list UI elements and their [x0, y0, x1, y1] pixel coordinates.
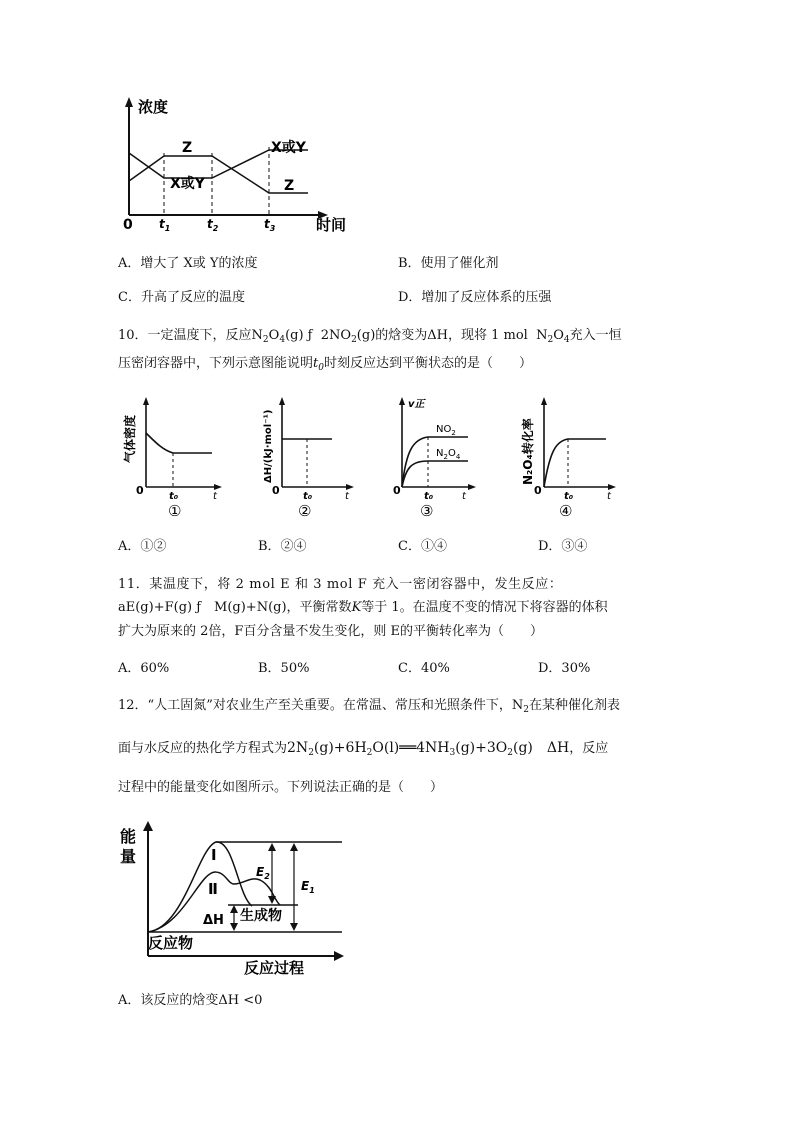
- y-axis-label: 浓度: [138, 98, 169, 116]
- q10-prefix: 10．一定温度下，反应: [118, 328, 252, 343]
- e1-sub: 1: [309, 886, 315, 895]
- p4-t: t: [607, 491, 611, 502]
- p2-ylabel: ΔH/(kJ·mol⁻¹): [263, 409, 274, 483]
- p1-t0: t₀: [169, 491, 179, 502]
- p3-n2o4-s2: 4: [455, 453, 461, 461]
- z-label-right: Z: [284, 178, 295, 194]
- q12-energy-profile-graph: [116, 820, 351, 980]
- xy-label-right: X或Y: [271, 140, 306, 156]
- p3-origin: 0: [393, 484, 401, 497]
- q11-equation: aE(g)+F(g) ƒ M(g)+N(g): [118, 600, 287, 615]
- q9-option-d: D．增加了反应体系的压强: [398, 290, 552, 305]
- t1-label: t: [159, 217, 165, 231]
- q10-option-c: C．①④: [398, 539, 447, 554]
- p4-number: ④: [559, 502, 573, 520]
- p2-t: t: [345, 491, 349, 502]
- q11-stem-line1: 11．某温度下，将 2 mol E 和 3 mol F 充入一密闭容器中，发生反应：: [118, 577, 563, 592]
- q11-line2-a: ，平衡常数: [286, 600, 352, 615]
- x-axis-label: 反应过程: [244, 959, 305, 977]
- p3-n2o4-o: O: [447, 448, 456, 459]
- q11-line2-b: 等于 1。在温度不变的情况下将容器的体积: [361, 600, 608, 615]
- q12-line1-b: 在某种催化剂表: [528, 698, 620, 713]
- p2-origin: 0: [272, 484, 280, 497]
- svg-text:NO2: [436, 424, 456, 437]
- q12-line1-a: 12．“人工固氮”对农业生产至关重要。在常温、常压和光照条件下，: [118, 698, 512, 713]
- svg-text:t1: [159, 217, 170, 233]
- p1-origin: 0: [136, 484, 144, 497]
- p2-t0: t₀: [303, 491, 313, 502]
- svg-text:N2O4: [436, 448, 461, 461]
- q12-line2-a: 面与水反应的热化学方程式为: [118, 741, 288, 756]
- q9-option-c: C．升高了反应的温度: [118, 290, 245, 305]
- q10-stem-line1: [118, 326, 622, 350]
- svg-text:E1: [301, 879, 315, 895]
- q12-stem-line2: [118, 738, 608, 763]
- q11-option-a: A．60%: [118, 661, 170, 676]
- q10-t0: $t_0$: [313, 356, 324, 373]
- q9-concentration-time-graph: [118, 95, 358, 235]
- p3-n2o4-n: N: [436, 448, 444, 459]
- t3-label: t: [264, 217, 270, 231]
- q12-line2-b: ，反应: [569, 741, 609, 756]
- svg-text:t2: [207, 217, 219, 233]
- p4-ylabel: N₂O₄转化率: [521, 418, 535, 485]
- q10-n2o4: $N_2O_4$: [251, 328, 286, 345]
- q11-option-d: D．30%: [538, 661, 591, 676]
- q10-option-b: B．②④: [258, 539, 307, 554]
- q10-n2o4b: $N_2O_4$: [536, 328, 570, 345]
- q12-stem-line3: 过程中的能量变化如图所示。下列说法正确的是（ ）: [118, 780, 444, 795]
- product-label: 生成物: [240, 908, 282, 924]
- p3-no2: NO: [436, 424, 452, 435]
- q12-equation: $2N_2(g)+6H_2O(l)══4NH_3(g)+3O_2(g)$ ΔH: [287, 740, 570, 758]
- p4-origin: 0: [534, 484, 542, 497]
- curve-2-label: Ⅱ: [208, 880, 218, 898]
- origin-label: 0: [123, 217, 133, 233]
- q10-stem-line2: [118, 354, 532, 378]
- t2-sub: 2: [212, 224, 219, 233]
- q10-mid: 的焓变为ΔH，现将 1 mol: [375, 328, 528, 343]
- p3-no2-sub: 2: [451, 429, 456, 437]
- p3-n2o4-s1: 2: [443, 453, 448, 461]
- q11-option-b: B．50%: [258, 661, 310, 676]
- q10-no2: $2NO_2(g)$: [320, 328, 376, 345]
- p1-number: ①: [168, 502, 182, 520]
- q12-stem-line1: [118, 696, 620, 720]
- p3-number: ③: [420, 502, 434, 520]
- t2-label: t: [207, 217, 213, 231]
- q10-gf: (g) ƒ: [285, 328, 313, 343]
- delta-h-label: ΔH: [203, 913, 224, 928]
- t1-sub: 1: [164, 224, 171, 233]
- q10-graph-4: [512, 395, 622, 520]
- q11-stem-line2: [118, 598, 608, 618]
- reactant-label: 反应物: [148, 934, 194, 952]
- p1-ylabel: 气体密度: [123, 414, 137, 463]
- curve-1-label: Ⅰ: [211, 846, 217, 864]
- x-axis-label: 时间: [316, 216, 347, 234]
- q11-k: K: [351, 600, 362, 615]
- xy-label-mid: X或Y: [170, 176, 205, 192]
- p3-t0: t₀: [424, 491, 434, 502]
- p2-number: ②: [298, 502, 312, 520]
- q11-option-c: C．40%: [398, 661, 450, 676]
- t3-sub: 3: [269, 224, 276, 233]
- e2-sub: 2: [264, 872, 270, 881]
- e2-label: E: [256, 865, 265, 879]
- q12-n2: $N_2$: [511, 698, 529, 715]
- q10-line2-b: 时刻反应达到平衡状态的是（ ）: [323, 356, 532, 371]
- y-label-energy-1: 能: [120, 827, 137, 846]
- q10-graph-2: [250, 395, 360, 520]
- q10-graph-3: [392, 395, 502, 520]
- q11-stem-line3: 扩大为原来的 2倍，F百分含量不发生变化，则 E的平衡转化率为（ ）: [118, 624, 544, 639]
- svg-text:t3: [264, 217, 276, 233]
- y-label-energy-2: 量: [120, 847, 137, 866]
- q10-option-d: D．③④: [538, 539, 588, 554]
- p4-t0: t₀: [564, 491, 574, 502]
- q10-option-a: A．①②: [118, 539, 167, 554]
- p3-t: t: [462, 491, 466, 502]
- q12-option-a: A．该反应的焓变ΔH <0: [118, 993, 263, 1008]
- z-label: Z: [182, 140, 193, 156]
- q10-tail: 充入一恒: [569, 328, 622, 343]
- q9-option-b: B．使用了催化剂: [398, 256, 499, 271]
- p3-ylabel: v正: [408, 399, 425, 410]
- q10-graph-1: [118, 395, 228, 520]
- q10-line2-a: 压密闭容器中，下列示意图能说明: [118, 356, 314, 371]
- e1-label: E: [301, 879, 310, 893]
- q9-option-a: A．增大了 X或 Y的浓度: [118, 256, 258, 271]
- p1-t: t: [213, 491, 217, 502]
- svg-text:E2: [256, 865, 270, 881]
